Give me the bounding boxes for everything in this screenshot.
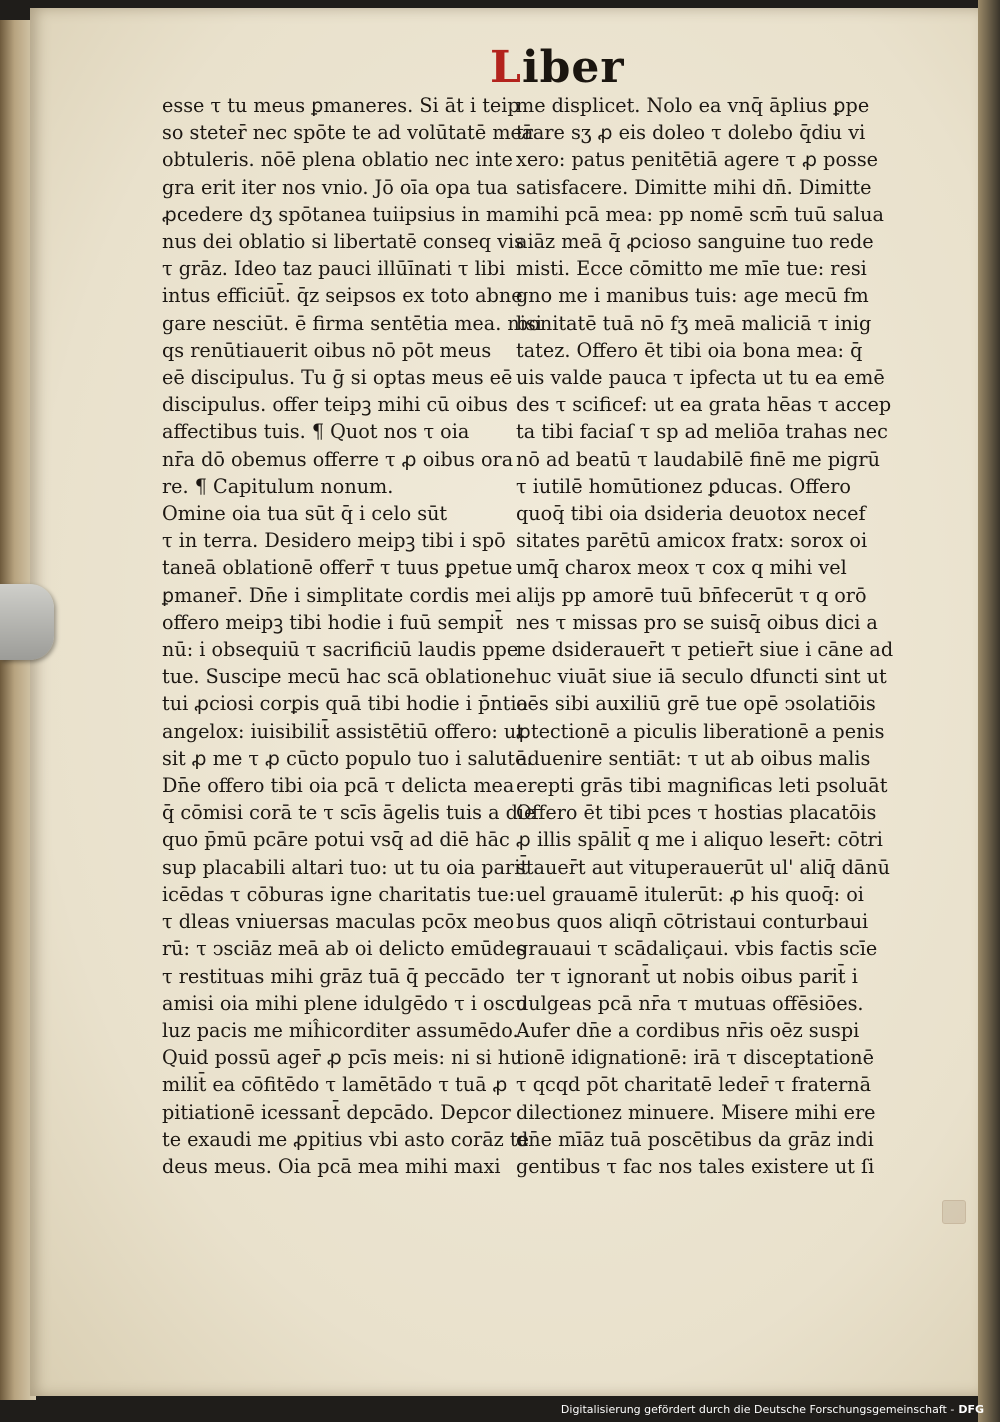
text-line: τ qcqd pōt charitatē leder̄ τ fraternā [516,1073,872,1097]
text-line: re. ¶ Capitulum nonum. [162,474,394,498]
text-line: ter τ ignorant̄ ut nobis oibus parit̄ i [516,964,858,988]
text-line: sup placabili altari tuo: ut tu oia parit̄ [162,855,529,879]
text-line: q̄ cōmisi corā te τ scīs āgelis tuis a die [162,801,536,825]
text-line: Omine oia tua sūt q̄ i celo sūt [162,502,448,526]
text-line: so steter̄ nec spōte te ad volūtatē meā [162,121,534,145]
text-line: sit ꝓ me τ ꝓ cūcto populo tuo i salutē. [162,746,533,770]
text-line: Offero ēt tibi pces τ hostias placatōis [516,801,877,825]
text-line: erepti grās tibi magnificas leti psoluāt [516,774,888,798]
binding-edge [978,0,1000,1422]
text-line: umq̄ charox meox τ cox q mihi vel [516,556,847,580]
text-line: alijs pp amorē tuū bn̄fecerūt τ q orō [516,583,867,607]
text-line: ꝓtectionē a piculis liberationē a penis [516,719,885,743]
text-line: pitiationē icessant̄ depcādo. Depcor [162,1100,511,1124]
text-line: bus quos aliqn̄ cōtristaui conturbaui [516,910,869,934]
text-line: tatez. Offero ēt tibi oia bona mea: q̄ [516,338,863,362]
text-line: τ in terra. Desidero meipꝫ tibi i spō [162,529,506,553]
text-line: trare sʒ ꝓ eis doleo τ dolebo q̄diu vi [516,121,866,145]
text-line: gentibus τ fac nos tales existere ut ſi [516,1154,875,1178]
book-clasp [0,584,54,660]
text-line: aiāz meā q̄ ꝓcioso sanguine tuo rede [516,230,874,254]
text-line: me dsiderauer̄t τ petier̄t siue i cāne ad [516,638,894,662]
text-line: nr̄a dō obemus offerre τ ꝓ oibus ora [162,447,514,471]
text-line: sitates parētū amicox fratx: sorox oi [516,529,868,553]
text-line: te exaudi me ꝓpitius vbi asto corāz te [162,1127,529,1151]
text-line: uis valde pauca τ ipfecta ut tu ea emē [516,366,885,390]
text-line: amisi oia mihi plene idulgēdo τ i oscu [162,991,528,1015]
text-line: misti. Ecce cōmitto me mīe tue: resi [516,257,867,281]
text-line: stauer̄t aut vituperauerūt ul' aliq̄ dānū [516,855,891,879]
text-line: eē discipulus. Tu ḡ si optas meus eē [162,366,513,390]
text-line: gra erit iter nos vnio. Jō oīa opa tua [162,175,508,199]
text-line: nō ad beatū τ laudabilē finē me pigrū [516,447,880,471]
text-line: esse τ tu meus ꝑmaneres. Si āt i teip [162,94,520,117]
text-line: ꝓ illis spālit̄ q me i aliquo leser̄t: cōtri [516,828,883,852]
text-line: tui ꝓciosi corꝑis quā tibi hodie i p̄ntia [162,692,528,716]
text-line: uel grauamē itulerūt: ꝓ his quoq̄: oi [516,882,864,906]
text-line: τ restituas mihi grāz tuā q̄ peccādo [162,964,505,988]
text-line: nū: i obsequiū τ sacrificiū laudis ppe [162,638,519,662]
text-line: ꝑmaner̄. Dn̄e i simplitate cordis mei [162,583,511,607]
text-line: obtuleris. nōē plena oblatio nec inte [162,148,513,172]
text-line: huc viuāt siue iā seculo dfuncti sint ut [516,665,887,689]
text-line: mihi pcā mea: pp nomē scm̄ tuū salua [516,202,884,226]
text-line: qs renūtiauerit oibus nō pōt meus [162,338,492,362]
text-line: tue. Suscipe mecū hac scā oblatione [162,665,516,689]
text-line: dulgeas pcā nr̄a τ mutuas offēsiōes. [516,991,864,1015]
text-line: taneā oblationē offerr̄ τ tuus ꝑpetue [162,556,513,580]
text-line: Quid possū ager̄ ꝓ pcīs meis: ni si hu [162,1046,523,1070]
text-line: xero: patus penitētiā agere τ ꝓ posse [516,148,879,172]
text-line: Aufer dn̄e a cordibus nr̄is oēz suspi [516,1018,860,1042]
library-stamp-icon [942,1200,966,1224]
text-line: τ iutilē homūtionez ꝑducas. Offero [516,474,851,498]
text-line: dn̄e mīāz tuā poscētibus da grāz indi [516,1127,874,1151]
text-line: satisfacere. Dimitte mihi dn̄. Dimitte [516,175,872,199]
text-line: grauaui τ scādaliçaui. vbis factis scīe [516,937,878,961]
text-line: des τ scificef: ut ea grata hēas τ accep [516,393,892,417]
text-line: bonitatē tuā nō fʒ meā maliciā τ inig [516,311,872,335]
text-line: nes τ missas pro se suisq̄ oibus dici a [516,610,878,634]
dfg-logo: DFG [958,1403,984,1416]
text-line: quo p̄mū pcāre potui vsq̄ ad diē hāc [162,828,510,852]
text-line: dilectionez minuere. Misere mihi ere [516,1100,876,1124]
text-line: angelox: iuisibilit̄ assistētiū offero: ut [162,719,525,743]
text-line: Dn̄e offero tibi oia pcā τ delicta mea [162,774,515,798]
text-line: rū: τ ↄsciāz meā ab oi delicto emūdes [162,937,527,961]
text-line: τ grāz. Ideo taz pauci illūīnati τ libi [162,257,506,281]
text-line: aduenire sentiāt: τ ut ab oibus malis [516,746,871,770]
text-line: tionē idignationē: irā τ disceptationē [516,1046,874,1070]
text-line: icēdas τ cōburas igne charitatis tue: [162,882,516,906]
text-line: nus dei oblatio si libertatē conseq vis [162,230,524,254]
text-line: discipulus. offer teipꝫ mihi cū oibus [162,393,508,417]
text-line: affectibus tuis. ¶ Quot nos τ oia [162,420,470,444]
text-line: oēs sibi auxiliū grē tue opē ↄsolatiōis [516,692,876,716]
running-head-title: Liber [490,42,625,93]
text-line: luz pacis me miĥicorditer assumēdo. [162,1018,519,1042]
text-line: ta tibi faciaſ τ sp ad meliōa trahas nec [516,420,888,444]
text-line: gare nesciūt. ē firma sentētia mea. nisi [162,311,542,335]
text-column-right [516,92,894,1180]
text-column-left [162,92,542,1180]
text-line: milit̄ ea cōfitēdo τ lamētādo τ tuā ꝓ [162,1073,508,1097]
text-line: deus meus. Oia pcā mea mihi maxi [162,1154,501,1178]
text-line: ꝓcedere dʒ spōtanea tuiipsius in ma [162,202,516,226]
digitization-credit: Digitalisierung gefördert durch die Deutsche Forschungsgemeinschaft - DFG [560,1403,984,1416]
text-line: gno me i manibus tuis: age mecū fm [516,284,869,308]
text-line: τ dleas vniuersas maculas pcōx meo [162,910,515,934]
text-line: offero meipꝫ tibi hodie i fuū sempit̄ [162,610,504,634]
text-line: intus efficiūt̄. q̄z seipsos ex toto abne [162,284,523,308]
text-line: quoq̄ tibi oia dsideria deuotox necef [516,502,866,526]
text-line: me displicet. Nolo ea vnq̄ āplius ꝑpe [516,94,870,117]
